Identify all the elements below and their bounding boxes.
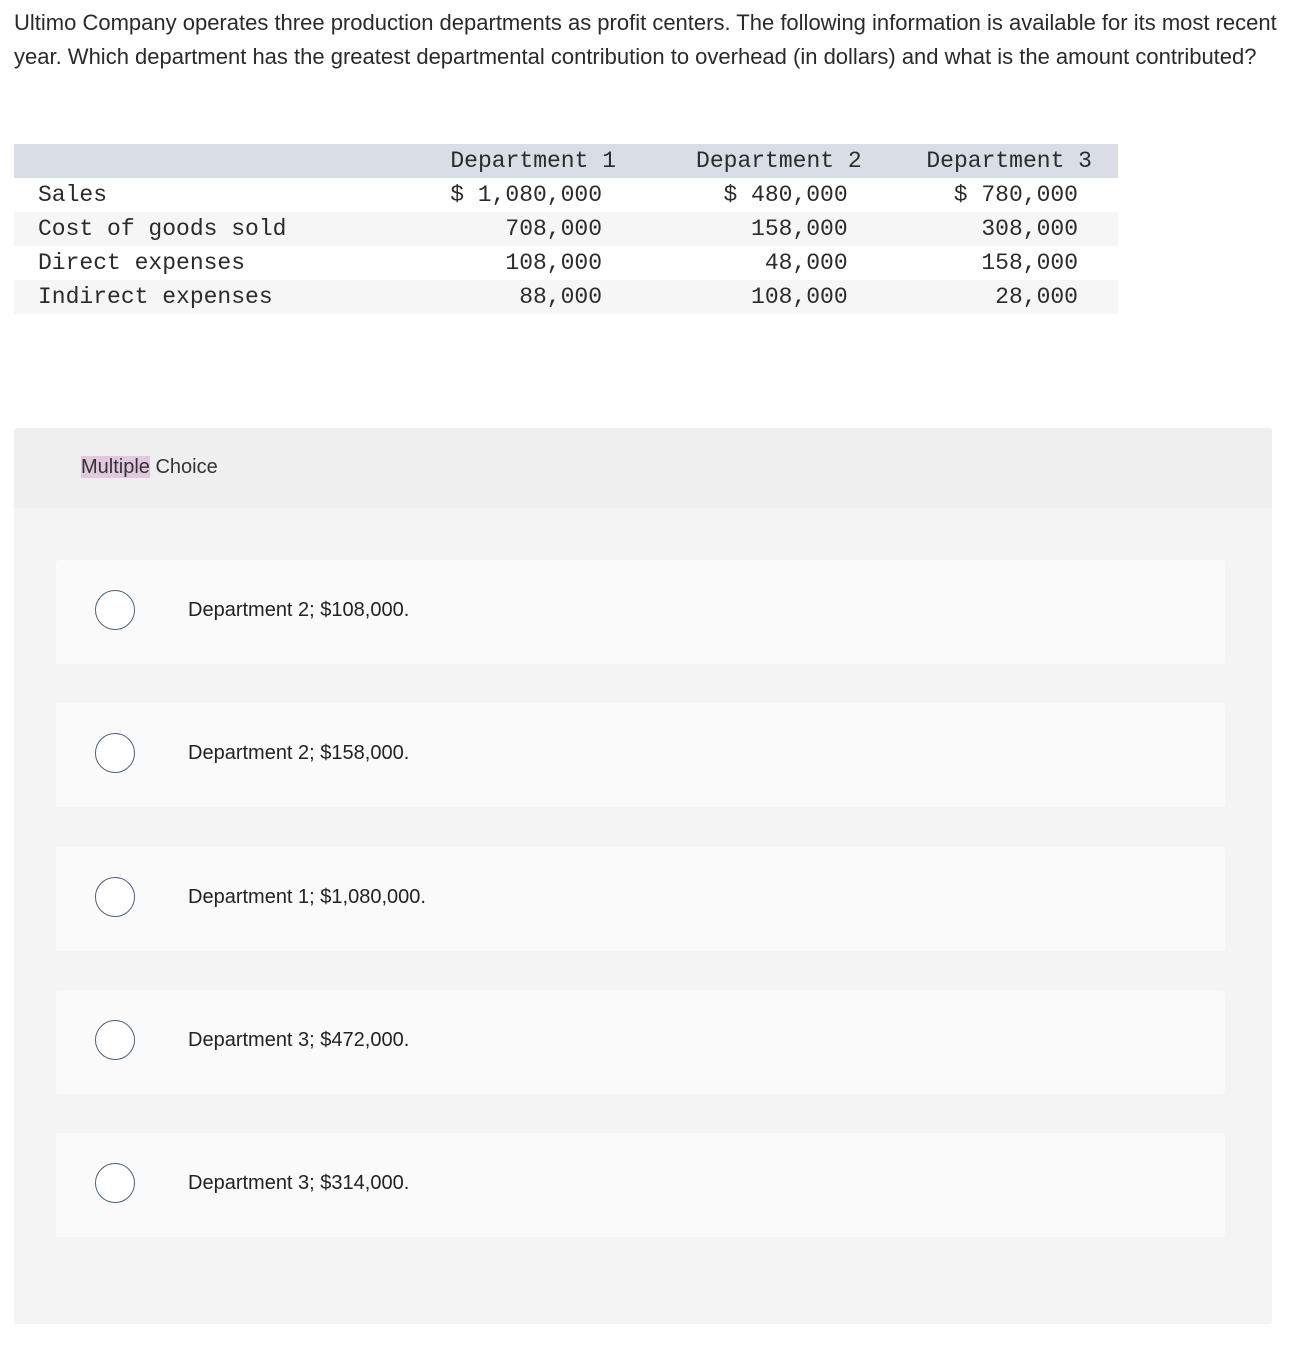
- answer-option-label: Department 3; $314,000.: [188, 1172, 410, 1194]
- answer-option-2[interactable]: [56, 703, 1225, 807]
- table-header-row: [14, 144, 1118, 178]
- cell-department-1: 708,000: [505, 216, 603, 242]
- table-row: [14, 212, 1118, 246]
- header-blank: [14, 144, 396, 178]
- cell-department-3: 308,000: [981, 216, 1078, 242]
- cell-department-3: $ 780,000: [953, 182, 1078, 208]
- table-row: [14, 246, 1118, 280]
- cell-department-1: 88,000: [519, 284, 603, 310]
- cell-department-1: 108,000: [505, 250, 603, 276]
- table-row: [14, 178, 1118, 212]
- cell-department-2: 108,000: [751, 284, 848, 310]
- radio-button[interactable]: [95, 877, 135, 917]
- header-department-3: Department 3: [926, 148, 1092, 174]
- question-text: Ultimo Company operates three production departments as profit centers. The following information is available for its most recent year. Which department has the greatest departmental contribution to overhead (in dollars) and what is the amount contributed?: [14, 10, 1277, 69]
- highlighted-word: Multiple: [81, 456, 150, 478]
- department-data-table: [14, 144, 1118, 314]
- table-row: [14, 280, 1118, 314]
- header-department-2: Department 2: [696, 148, 862, 174]
- answer-option-5[interactable]: [56, 1133, 1225, 1237]
- multiple-choice-title: [81, 456, 218, 479]
- answer-option-label: Department 1; $1,080,000.: [188, 886, 426, 908]
- answer-option-1[interactable]: [56, 560, 1225, 664]
- cell-department-2: 158,000: [751, 216, 848, 242]
- answer-option-3[interactable]: [56, 847, 1225, 951]
- radio-button[interactable]: [95, 733, 135, 773]
- answer-option-label: Department 2; $108,000.: [188, 599, 410, 621]
- answer-option-label: Department 3; $472,000.: [188, 1029, 410, 1051]
- cell-department-1: $ 1,080,000: [450, 182, 603, 208]
- row-label: Cost of goods sold: [38, 216, 287, 242]
- cell-department-3: 158,000: [981, 250, 1078, 276]
- cell-department-2: $ 480,000: [723, 182, 848, 208]
- header-department-1: Department 1: [450, 148, 617, 174]
- cell-department-3: 28,000: [995, 284, 1078, 310]
- answer-option-4[interactable]: [56, 990, 1225, 1094]
- row-label: Indirect expenses: [38, 284, 273, 310]
- cell-department-2: 48,000: [764, 250, 848, 276]
- title-rest: Choice: [149, 456, 218, 478]
- radio-button[interactable]: [95, 590, 135, 630]
- multiple-choice-header: [14, 428, 1272, 508]
- multiple-choice-panel: [14, 428, 1272, 1324]
- radio-button[interactable]: [95, 1163, 135, 1203]
- row-label: Direct expenses: [38, 250, 246, 276]
- answer-option-label: Department 2; $158,000.: [188, 742, 410, 764]
- row-label: Sales: [38, 182, 108, 208]
- radio-button[interactable]: [95, 1020, 135, 1060]
